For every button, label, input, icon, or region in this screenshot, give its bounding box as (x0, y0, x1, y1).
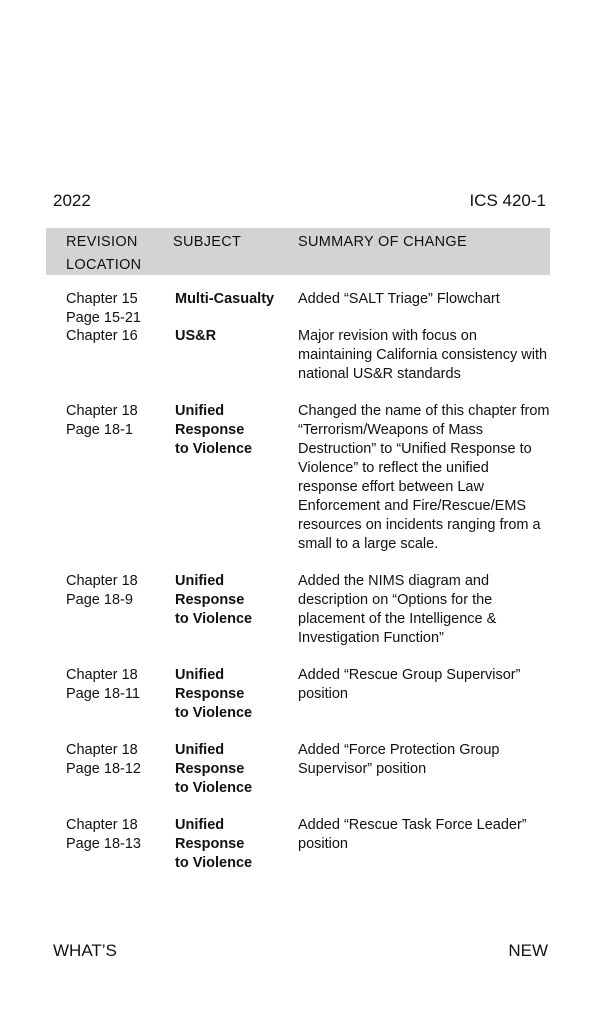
table-row (0, 572, 600, 648)
column-header-subject: SUBJECT (173, 234, 242, 250)
table-row (0, 816, 600, 873)
row-location: Chapter 18 Page 18-11 (66, 667, 140, 702)
row-subject: Unified Response to Violence (175, 573, 253, 627)
table-row (0, 327, 600, 384)
footer-left: WHAT’S (53, 941, 117, 960)
header-year: 2022 (53, 191, 91, 210)
row-location: Chapter 16 (66, 328, 138, 344)
revision-table (0, 290, 600, 873)
footer-right: NEW (508, 941, 548, 960)
column-header-summary: SUMMARY OF CHANGE (298, 234, 467, 250)
row-summary: Added “Rescue Task Force Leader” position (298, 817, 527, 852)
row-subject: Unified Response to Violence (175, 817, 253, 871)
row-location: Chapter 18 Page 18-13 (66, 817, 141, 852)
table-row (0, 741, 600, 798)
row-subject: Unified Response to Violence (175, 742, 253, 796)
row-summary: Changed the name of this chapter from “Terrorism/Weapons of Mass Destruction” to “Unified Response to Violence” to reflect the unified response effort between Law Enforcement and Fire/Rescue/EMS resources on incidents ranging from a small to a large scale. (298, 403, 550, 552)
row-summary: Added “Force Protection Group Supervisor” position (298, 742, 500, 777)
row-subject: Multi-Casualty (175, 291, 275, 307)
table-row (0, 290, 600, 326)
row-summary: Added the NIMS diagram and description on “Options for the placement of the Intelligence & Investigation Function” (298, 573, 497, 646)
row-subject: US&R (175, 328, 217, 344)
row-location: Chapter 15 Page 15-21 (66, 291, 141, 326)
row-subject: Unified Response to Violence (175, 403, 253, 457)
row-summary: Major revision with focus on maintaining California consistency with national US&R standards (298, 328, 548, 382)
row-location: Chapter 18 Page 18-9 (66, 573, 138, 608)
column-header-bar (46, 228, 550, 275)
form-code: ICS 420-1 (469, 191, 546, 210)
row-subject: Unified Response to Violence (175, 667, 253, 721)
row-summary: Added “SALT Triage” Flowchart (298, 291, 500, 307)
row-location: Chapter 18 Page 18-12 (66, 742, 141, 777)
table-row (0, 402, 600, 554)
column-header-location: REVISION LOCATION (66, 234, 142, 273)
row-summary: Added “Rescue Group Supervisor” position (298, 667, 521, 702)
row-location: Chapter 18 Page 18-1 (66, 403, 138, 438)
table-row (0, 666, 600, 723)
